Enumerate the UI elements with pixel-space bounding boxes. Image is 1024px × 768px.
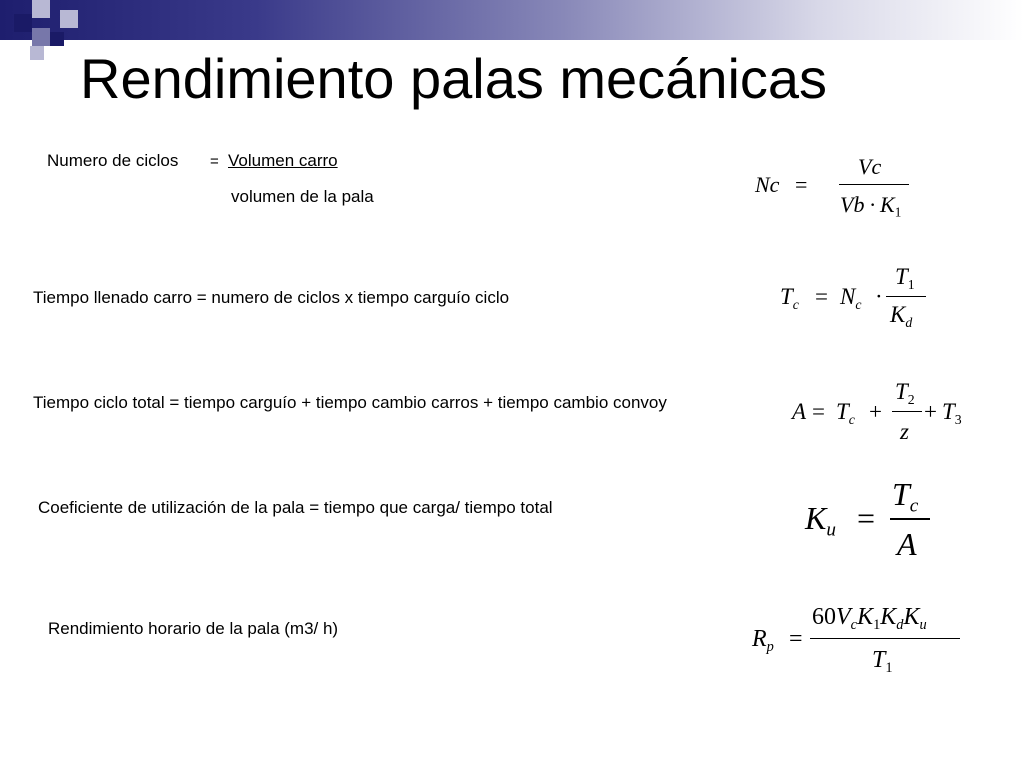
formula-utilization-coefficient: [805, 478, 945, 563]
f2-lhs: $T_c$: [780, 284, 799, 312]
f1-equals: =: [795, 172, 808, 197]
row1-denominator: volumen de la pala: [231, 187, 374, 206]
f3-tc: $T_c$: [836, 399, 855, 427]
decor-square-light: [30, 46, 44, 60]
row3-label: Tiempo ciclo total = tiempo carguío + tiempo cambio carros + tiempo cambio convoy: [33, 393, 667, 412]
formula-total-cycle-time: [792, 380, 972, 452]
f5-equals: =: [789, 626, 803, 652]
f3-t3: $T_3$: [942, 399, 962, 427]
f2-fraction-bar: [886, 296, 926, 297]
f5-fraction-bar: [810, 638, 960, 639]
f3-fraction-bar: [892, 411, 922, 412]
f4-lhs: $K_u$: [805, 500, 836, 541]
f1-fraction-bar: [839, 184, 909, 185]
f1-denominator-a: Vb: [840, 192, 865, 217]
decor-square-dark: [14, 14, 32, 32]
formula-fill-time: [780, 265, 940, 335]
row1-numerator: Volumen carro: [228, 151, 338, 170]
f2-denominator: $K_d$: [890, 302, 913, 330]
decor-square-mid: [32, 28, 50, 46]
f3-equals: =: [812, 399, 825, 424]
f3-plus-1: +: [869, 399, 882, 424]
f2-dot: ·: [875, 284, 883, 309]
row2-label: Tiempo llenado carro = numero de ciclos x tiempo carguío ciclo: [33, 288, 510, 307]
formula-number-of-cycles: [755, 150, 925, 230]
f1-numerator: Vc: [858, 154, 882, 179]
f3-numerator: $T_2$: [895, 379, 915, 407]
row5-label: Rendimiento horario de la pala (m3/ h): [48, 619, 339, 638]
header-gradient-bar: [0, 0, 1024, 40]
f4-numerator: $T_c$: [892, 476, 919, 517]
f1-denominator-b: $K_1$: [880, 192, 902, 220]
f3-lhs: A: [792, 399, 807, 424]
f5-numerator: $60V_cK_1K_dK_u$: [812, 604, 927, 634]
f5-lhs: $R_p$: [752, 626, 774, 656]
formula-hourly-output: [752, 603, 967, 683]
decor-square-light: [60, 10, 78, 28]
f1-lhs: Nc: [755, 172, 780, 197]
f3-plus-2: +: [924, 399, 937, 424]
f4-denominator: A: [897, 526, 917, 562]
f4-fraction-bar: [890, 518, 930, 520]
f2-numerator: $T_1$: [895, 264, 915, 292]
row4-label: Coeficiente de utilización de la pala = tiempo que carga/ tiempo total: [38, 498, 553, 517]
f5-denominator: $T_1$: [872, 647, 893, 677]
row1-label: Numero de ciclos: [47, 151, 179, 170]
f2-n: $N_c$: [840, 284, 862, 312]
row1-equals: =: [210, 153, 219, 170]
decor-square-dark: [50, 32, 64, 46]
decor-square-light: [32, 0, 50, 18]
f4-equals: =: [857, 500, 876, 536]
slide-title: Rendimiento palas mecánicas: [80, 47, 828, 110]
f2-equals: =: [815, 284, 828, 309]
f1-dot: ·: [869, 192, 877, 217]
f3-denominator: z: [900, 419, 909, 444]
